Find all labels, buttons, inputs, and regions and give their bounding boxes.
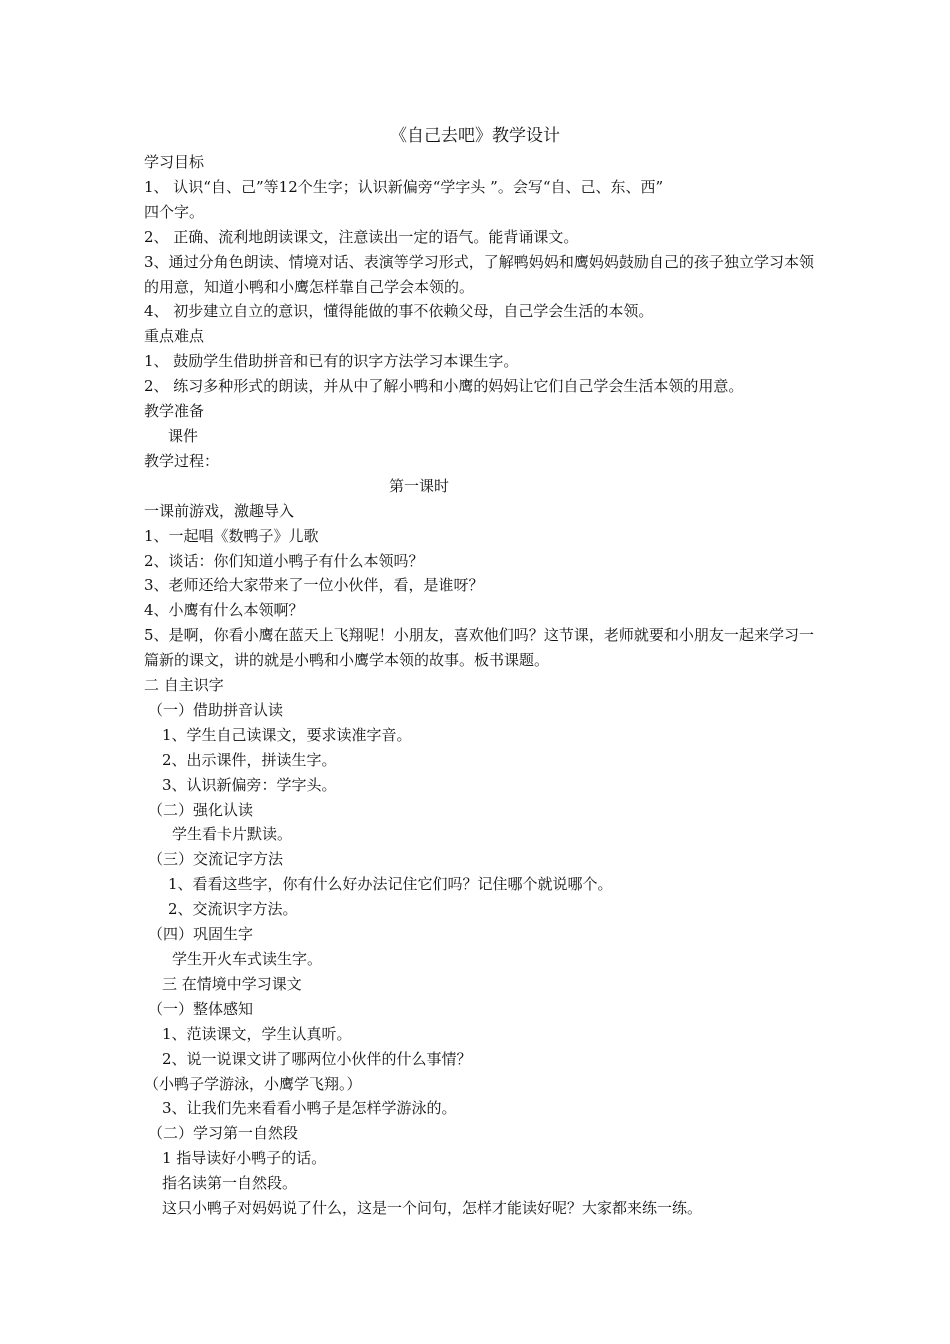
substep-item: 2、交流识字方法。 [168, 900, 298, 919]
substep-item: 3、认识新偏旁：学字头。 [162, 775, 337, 794]
objective-item: 4、 初步建立自立的意识，懂得能做的事不依赖父母，自己学会生活的本领。 [144, 302, 654, 321]
substep-heading: （二）强化认读 [148, 800, 254, 819]
substep-heading: （三）交流记字方法 [148, 850, 284, 869]
substep-note: （小鸭子学游泳，小鹰学飞翔。） [144, 1074, 362, 1093]
step-heading: 二 自主识字 [144, 676, 224, 695]
substep-item: 学生看卡片默读。 [172, 825, 293, 844]
document-body [144, 150, 814, 1221]
preparation-text: 课件 [168, 426, 199, 445]
substep-item: 3、让我们先来看看小鸭子是怎样学游泳的。 [162, 1099, 457, 1118]
substep-item: 1 指导读好小鸭子的话。 [162, 1149, 327, 1168]
substep-item: 2、出示课件，拼读生字。 [162, 750, 337, 769]
objective-item: 1、 认识“自、己”等12个生字；认识新偏旁“学字头 ”。会写“自、己、东、西” [144, 177, 664, 196]
step-item: 2、谈话：你们知道小鸭子有什么本领吗？ [144, 551, 424, 570]
lesson-heading: 第一课时 [388, 476, 449, 495]
step-item: 5、是啊，你看小鹰在蓝天上飞翔呢！小朋友，喜欢他们吗？这节课，老师就要和小朋友一起来学习一篇新的课文，讲的就是小鸭和小鹰学本领的故事。板书课题。 [144, 626, 814, 670]
step-heading: 一课前游戏，激趣导入 [144, 501, 295, 520]
step-item: 4、小鹰有什么本领啊？ [144, 601, 304, 620]
objective-item: 3、通过分角色朗读、情境对话、表演等学习形式，了解鸭妈妈和鹰妈妈鼓励自己的孩子独立学习本领的用意，知道小鸭和小鹰怎样靠自己学会本领的。 [144, 252, 814, 296]
section-heading: 学习目标 [144, 153, 205, 171]
substep-item: 1、范读课文，学生认真听。 [162, 1024, 352, 1043]
section-heading: 重点难点 [144, 327, 205, 346]
substep-heading: （二）学习第一自然段 [148, 1124, 299, 1143]
key-point-item: 2、 练习多种形式的朗读，并从中了解小鸭和小鹰的妈妈让它们自己学会生活本领的用意。 [144, 377, 744, 396]
substep-item: 2、说一说课文讲了哪两位小伙伴的什么事情？ [162, 1049, 472, 1068]
document-title: 《自己去吧》教学设计 [390, 126, 560, 146]
step-heading: 三 在情境中学习课文 [162, 974, 302, 993]
substep-item: 指名读第一自然段。 [162, 1174, 298, 1193]
substep-item: 1、学生自己读课文，要求读准字音。 [162, 725, 412, 744]
section-heading: 教学准备 [144, 402, 205, 421]
key-point-item: 1、 鼓励学生借助拼音和已有的识字方法学习本课生字。 [144, 352, 519, 371]
section-heading: 教学过程： [144, 451, 220, 470]
step-item: 3、老师还给大家带来了一位小伙伴，看，是谁呀？ [144, 576, 484, 595]
objective-item: 2、 正确、流利地朗读课文，注意读出一定的语气。能背诵课文。 [144, 227, 579, 246]
substep-heading: （一）整体感知 [148, 999, 254, 1018]
step-item: 1、一起唱《数鸭子》儿歌 [144, 526, 319, 545]
substep-item: 这只小鸭子对妈妈说了什么，这是一个问句，怎样才能读好呢？大家都来练一练。 [162, 1199, 703, 1218]
objective-item-continuation: 四个字。 [144, 202, 205, 221]
substep-heading: （一）借助拼音认读 [148, 700, 284, 719]
substep-item: 1、看看这些字，你有什么好办法记住它们吗？记住哪个就说哪个。 [168, 875, 613, 894]
substep-heading: （四）巩固生字 [148, 925, 254, 944]
substep-item: 学生开火车式读生字。 [172, 950, 323, 968]
